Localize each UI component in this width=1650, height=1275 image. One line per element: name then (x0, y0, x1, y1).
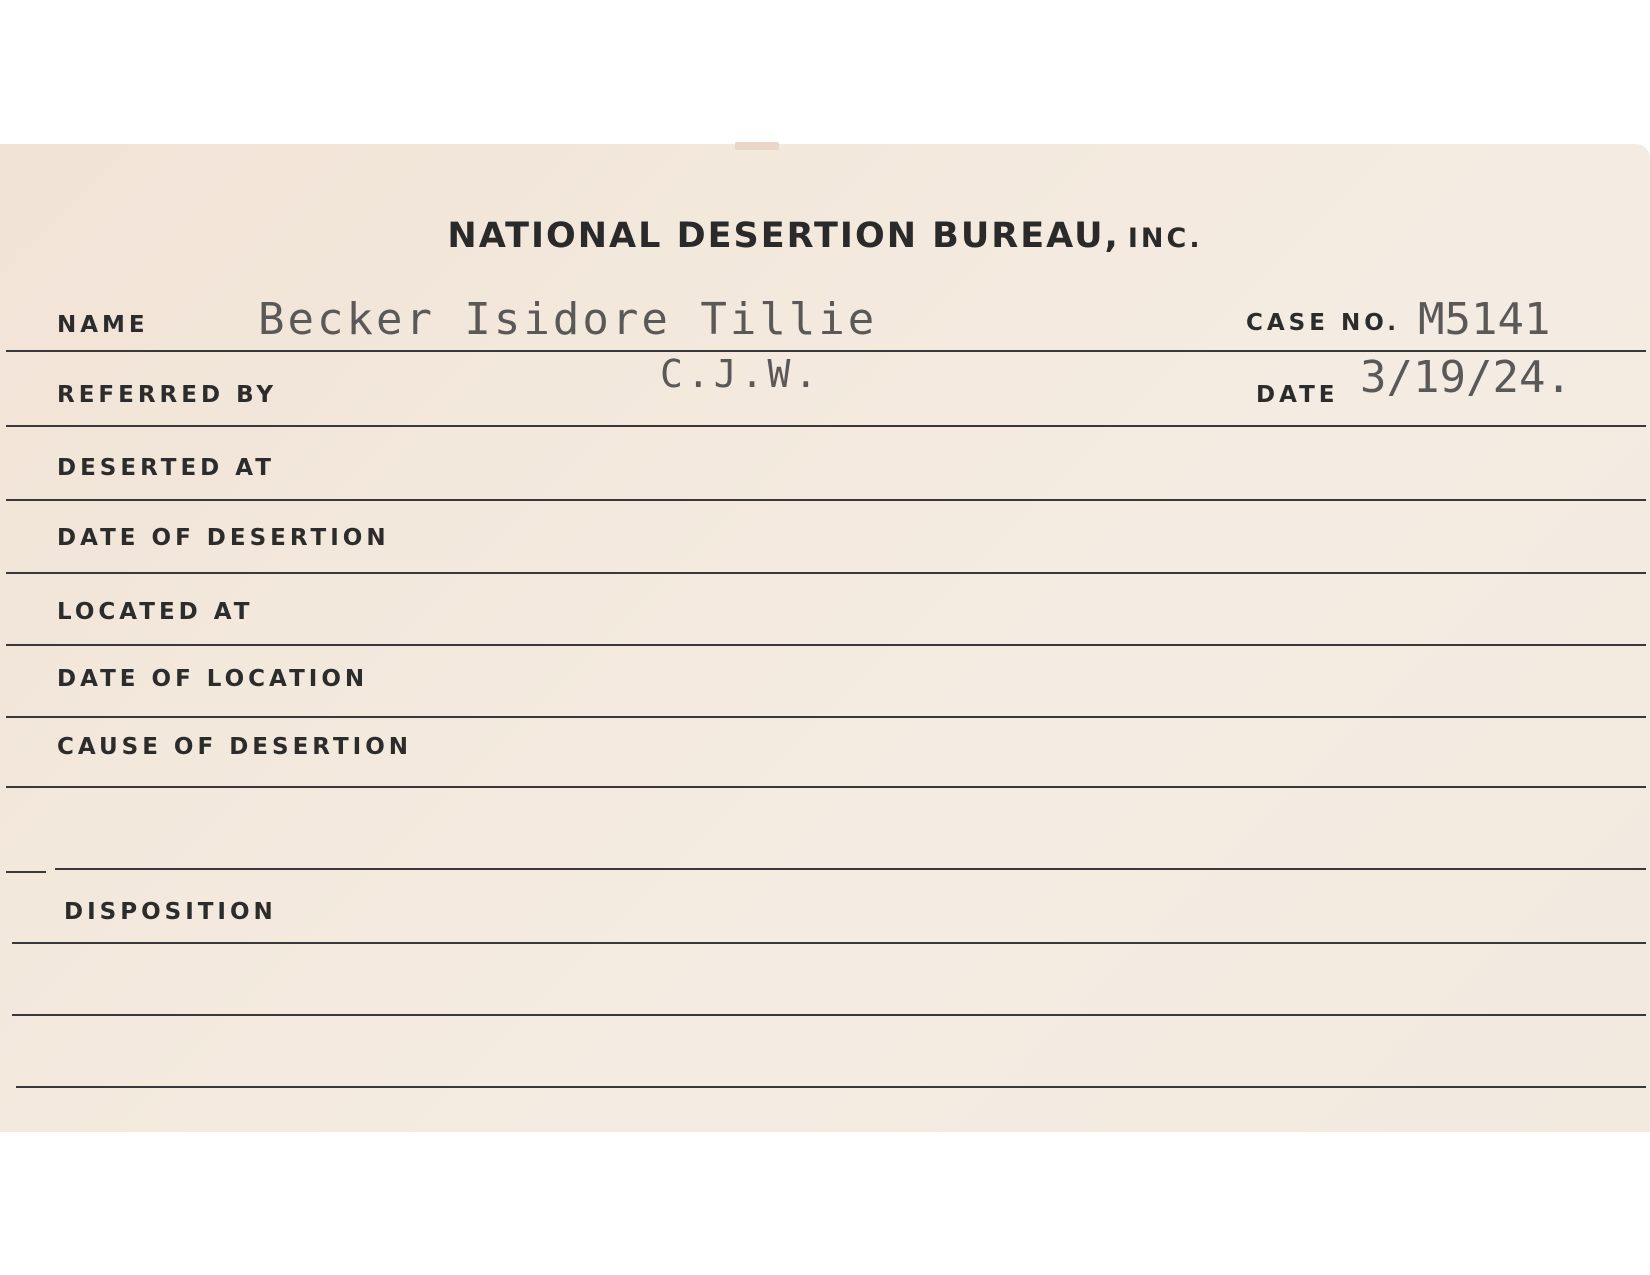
cause-of-desertion-rule (6, 786, 1646, 788)
cause-of-desertion-label: CAUSE OF DESERTION (57, 734, 413, 760)
date-of-desertion-label: DATE OF DESERTION (57, 525, 390, 551)
date-value: 3/19/24. (1360, 352, 1572, 403)
referred-by-value: C.J.W. (660, 352, 822, 396)
disposition-label: DISPOSITION (64, 899, 277, 925)
referred-by-rule (6, 425, 1646, 427)
date-of-location-label: DATE OF LOCATION (57, 666, 369, 692)
date-of-desertion-rule (6, 572, 1646, 574)
disposition-rule (12, 942, 1646, 944)
deserted-at-label: DESERTED AT (57, 455, 275, 481)
index-card (0, 144, 1650, 1132)
date-label: DATE (1256, 382, 1339, 408)
located-at-rule (6, 644, 1646, 646)
deserted-at-rule (6, 499, 1646, 501)
case-no-value: M5141 (1418, 294, 1551, 345)
case-no-label: CASE NO. (1246, 310, 1400, 336)
name-value: Becker Isidore Tillie (258, 294, 878, 345)
cause-extra-rule-stub (6, 871, 46, 873)
staple-mark (735, 142, 779, 150)
name-label: NAME (57, 312, 149, 338)
date-of-location-rule (6, 716, 1646, 718)
referred-by-label: REFERRED BY (57, 382, 278, 408)
blank-rule-2 (16, 1086, 1646, 1088)
cause-extra-rule (55, 868, 1646, 870)
located-at-label: LOCATED AT (57, 599, 254, 625)
card-header (0, 216, 1650, 256)
blank-rule-1 (12, 1014, 1646, 1016)
bureau-title: NATIONAL DESERTION BUREAU, (447, 216, 1120, 256)
bureau-suffix: INC. (1127, 223, 1203, 254)
